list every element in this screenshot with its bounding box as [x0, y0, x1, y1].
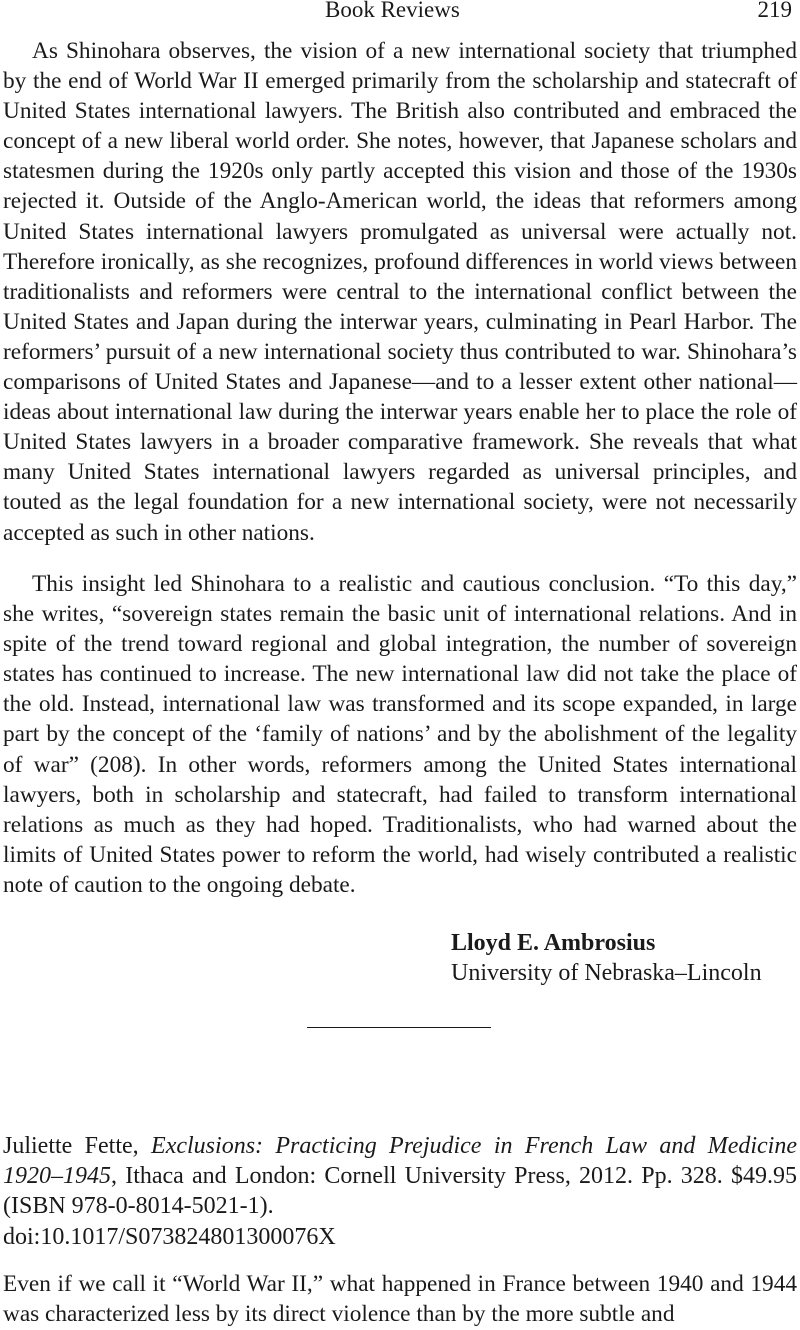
running-title: Book Reviews [325, 0, 460, 22]
book-title: Exclusions: Practicing Prejudice in French Law and Medicine 1920–1945 [3, 1133, 798, 1190]
doi-link[interactable]: doi:10.1017/S073824801300076X [3, 1223, 336, 1250]
page-number: 219 [757, 0, 792, 22]
paragraph-text: As Shinohara observes, the vision of a new international society that triumphed by the end of World War II emerged primarily from the scholarship and statecraft of United States international lawyers. The British also contributed and embraced the concept of a new liberal world order. She notes, however, that Japanese scholars and statesmen during the 1920s only partly accepted this vision and those of the 1930s rejected it. Outside of the Anglo-American world, the ideas that reformers among United States international lawyers promulgated as universal were actually not. Therefore ironically, as she recognizes, profound differences in world views between traditionalists and reformers were central to the international conflict between the United States and Japan during the interwar years, culminating in Pearl Harbor. The reformers’ pursuit of a new international society thus contributed to war. Shinohara’s comparisons of United States and Japanese—and to a lesser extent other national—ideas about international law during the interwar years enable her to place the role of United States lawyers in a broader comparative framework. She reveals that what many United States international lawyers regarded as universal principles, and touted as the legal foundation for a new international society, were not necessarily accepted as such in other nations. [3, 38, 797, 546]
paragraph-text: Even if we call it “World War II,” what happened in France between 1940 and 1944 was characterized less by its direct violence than by the more subtle and [3, 1271, 797, 1328]
publication-details: , Ithaca and London: Cornell University Press, 2012. Pp. 328. $49.95 (ISBN 978-0-8014-5021-1). [3, 1163, 797, 1220]
reviewer-signature [451, 928, 762, 988]
book-citation [3, 1131, 797, 1252]
review-2-opening [3, 1269, 797, 1329]
running-header [0, 0, 800, 24]
review-paragraph-1 [3, 36, 797, 548]
paragraph-text: This insight led Shinohara to a realistic and cautious conclusion. “To this day,” she writes, “sovereign states remain the basic unit of international relations. And in spite of the trend toward regional and global integration, the number of sovereign states has continued to increase. The new international law did not take the place of the old. Instead, international law was transformed and its scope expanded, in large part by the concept of the ‘family of nations’ and by the abolishment of the legality of war” (208). In other words, reformers among the United States international lawyers, both in scholarship and statecraft, had failed to transform international relations as much as they had hoped. Traditionalists, who had warned about the limits of United States power to reform the world, had wisely contributed a realistic note of caution to the ongoing debate. [3, 571, 797, 898]
reviewer-affiliation: University of Nebraska–Lincoln [451, 960, 762, 986]
reviewer-name: Lloyd E. Ambrosius [451, 930, 656, 956]
section-divider [307, 1027, 491, 1028]
review-paragraph-2 [3, 569, 797, 900]
book-author: Juliette Fette, [3, 1133, 139, 1159]
